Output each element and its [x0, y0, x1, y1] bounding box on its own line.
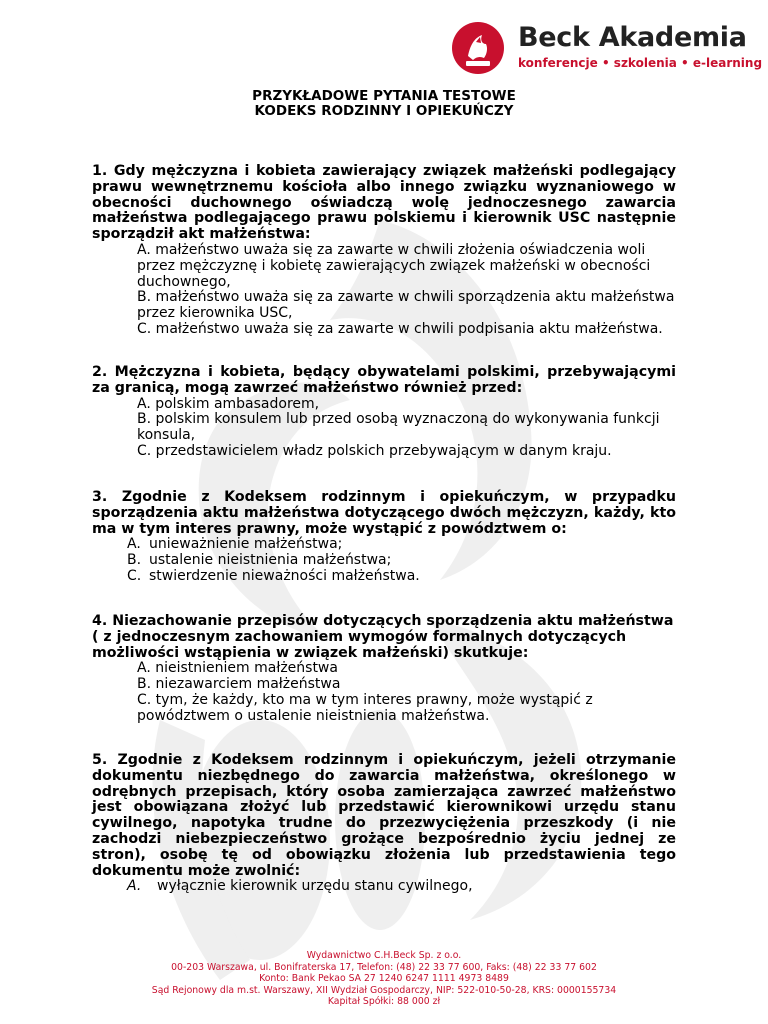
question-4 — [92, 614, 676, 725]
question-text: 5. Zgodnie z Kodeksem rodzinnym i opiekuńczym, jeżeli otrzymanie dokumentu niezbędnego do zawarcia małżeństwa, określonego w odrębnych przepisach, który osoba zamierzająca zawrzeć małżeństwo jest obowiązana złożyć lub przedstawić kierownikowi urzędu stanu cywilnego, napotyka trudne do przezwyciężenia przeszkody (i nie zachodzi niebezpieczeństwo grożące bezpośrednio życiu jednej ze stron), osobę tę od obowiązku złożenia lub przedstawienia tego dokumentu może zwolnić: — [92, 752, 676, 879]
answer-option: C. małżeństwo uważa się za zawarte w chwili podpisania aktu małżeństwa. — [137, 320, 663, 337]
question-text: 4. Niezachowanie przepisów dotyczących sporządzenia aktu małżeństwa ( z jednoczesnym zachowaniem wymogów formalnych dotyczących możliwości wstąpienia w związek małżeński) skutkuje: — [92, 613, 674, 661]
document-subtitle: KODEKS RODZINNY I OPIEKUŃCZY — [254, 103, 514, 119]
option-text: unieważnienie małżeństwa; — [149, 536, 343, 553]
answer-option — [92, 537, 676, 553]
publisher-footer — [0, 950, 768, 1008]
answer-option: C. tym, że każdy, kto ma w tym interes prawny, może wystąpić z powództwem o ustalenie nieistnienia małżeństwa. — [137, 691, 593, 724]
question-2 — [92, 365, 676, 460]
answer-option — [92, 553, 676, 569]
question-text: 3. Zgodnie z Kodeksem rodzinnym i opiekuńczym, w przypadku sporządzenia aktu małżeństwa dotyczącego dwóch mężczyzn, każdy, kto ma w tym interes prawny, może wystąpić z powództwem o: — [92, 489, 676, 537]
document-title: PRZYKŁADOWE PYTANIA TESTOWE — [252, 88, 516, 104]
beck-akademia-logo[interactable] — [452, 22, 763, 74]
answer-option: B. małżeństwo uważa się za zawarte w chwili sporządzenia aktu małżeństwa przez kierownika USC, — [137, 289, 675, 322]
question-1 — [92, 164, 676, 338]
option-letter: A. — [127, 536, 141, 553]
question-3 — [92, 490, 676, 585]
option-text: stwierdzenie nieważności małżeństwa. — [149, 567, 420, 584]
answer-option — [92, 879, 676, 895]
footer-capital: Kapitał Spółki: 88 000 zł — [327, 996, 441, 1008]
option-letter: B. — [127, 552, 142, 569]
option-letter: A. — [127, 878, 142, 895]
answer-option: A. małżeństwo uważa się za zawarte w chwili złożenia oświadczenia woli przez mężczyznę i kobietę zawierających związek małżeński w obecności duchownego, — [137, 241, 651, 290]
answer-option: B. polskim konsulem lub przed osobą wyznaczoną do wykonywania funkcji konsula, — [137, 411, 660, 444]
ch-beck-seal-icon — [452, 22, 504, 74]
answer-option: A. polskim ambasadorem, — [137, 395, 320, 412]
footer-bank-account: Konto: Bank Pekao SA 27 1240 6247 1111 4973 8489 — [259, 973, 509, 985]
brand-tagline: konferencje • szkolenia • e-learning — [518, 56, 763, 70]
answer-option: C. przedstawicielem władz polskich przebywającym w danym kraju. — [137, 442, 612, 459]
answer-option — [92, 569, 676, 585]
footer-address: 00-203 Warszawa, ul. Bonifraterska 17, Telefon: (48) 22 33 77 600, Faks: (48) 22 33 77 602 — [171, 961, 597, 973]
answer-option: A. nieistnieniem małżeństwa — [137, 660, 338, 677]
footer-registration: Sąd Rejonowy dla m.st. Warszawy, XII Wydział Gospodarczy, NIP: 522-010-50-28, KRS: 0000155734 — [151, 984, 617, 996]
option-letter: C. — [127, 567, 142, 584]
question-5 — [92, 753, 676, 895]
brand-name: Beck Akademia — [518, 22, 747, 53]
footer-publisher: Wydawnictwo C.H.Beck Sp. z o.o. — [306, 950, 462, 961]
option-text: wyłącznie kierownik urzędu stanu cywilnego, — [157, 878, 473, 895]
option-text: ustalenie nieistnienia małżeństwa; — [149, 552, 392, 569]
answer-option: B. niezawarciem małżeństwa — [137, 676, 341, 693]
question-text: 2. Mężczyzna i kobieta, będący obywatelami polskimi, przebywającymi za granicą, mogą zawrzeć małżeństwo również przed: — [92, 364, 676, 396]
question-text: 1. Gdy mężczyzna i kobieta zawierający związek małżeński podlegający prawu wewnętrznemu kościoła albo innego związku wyznaniowego w obecności duchownego oświadczą wolę jednoczesnego zawarcia małżeństwa podlegającego prawu polskiemu i kierownik USC następnie sporządził akt małżeństwa: — [92, 163, 676, 243]
